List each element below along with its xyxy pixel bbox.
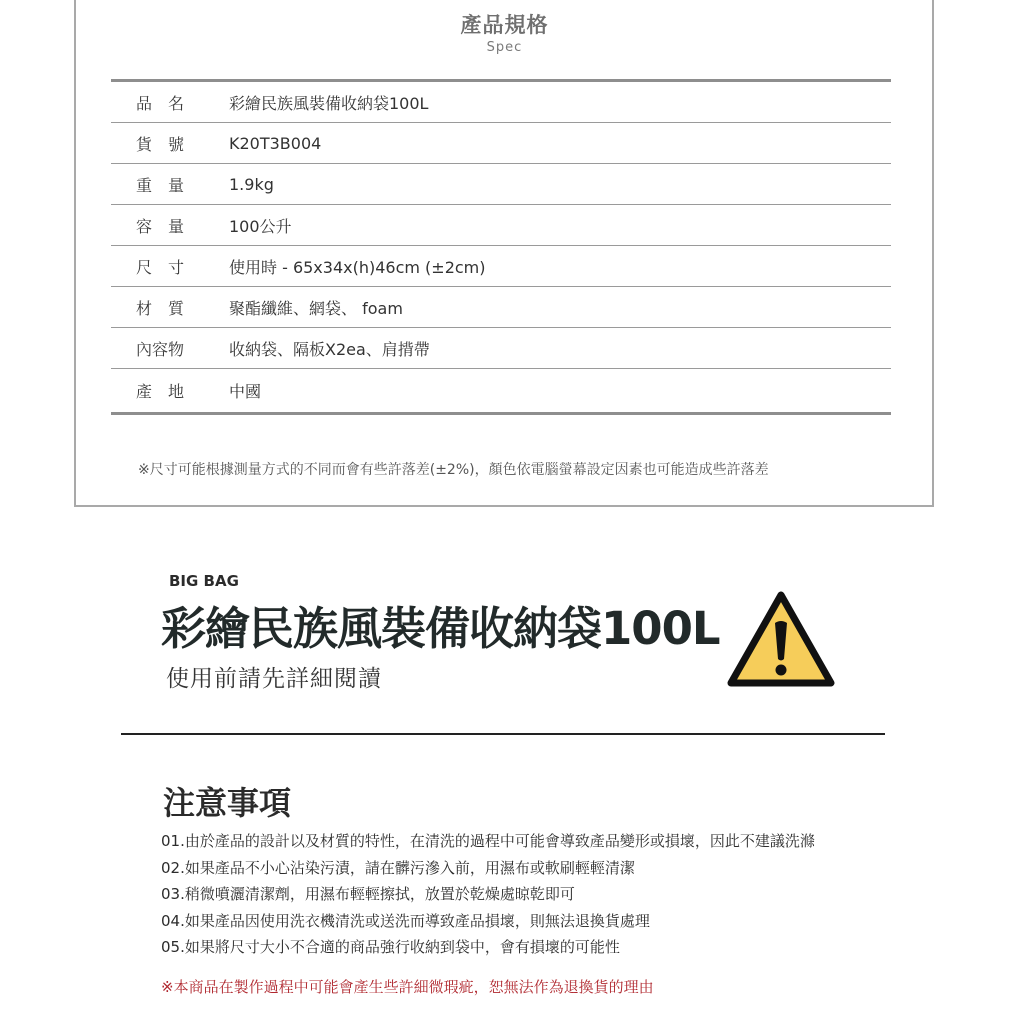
spec-label: 貨 號 (136, 134, 185, 154)
spec-row-contents (111, 328, 891, 369)
warning-triangle-icon (725, 589, 837, 691)
spec-value: 1.9kg (229, 174, 274, 194)
notes-item: 05.如果將尺寸大小不合適的商品強行收納到袋中，會有損壞的可能性 (161, 938, 620, 956)
spec-row-sku (111, 123, 891, 164)
spec-label: 內容物 (136, 339, 185, 359)
notes-item: 01.由於產品的設計以及材質的特性，在清洗的過程中可能會導致產品變形或損壞，因此不建議洗滌 (161, 832, 815, 850)
spec-label: 重 量 (136, 175, 185, 195)
spec-row-name (111, 82, 891, 123)
notes-item: 04.如果產品因使用洗衣機清洗或送洗而導致產品損壞，則無法退換貨處理 (161, 911, 650, 930)
spec-value: 收納袋、隔板X2ea、肩揹帶 (229, 339, 430, 359)
spec-value: 彩繪民族風裝備收納袋100L (229, 93, 429, 113)
spec-subtitle: Spec (486, 40, 523, 55)
spec-label: 尺 寸 (136, 257, 185, 277)
spec-row-material (111, 287, 891, 328)
spec-row-capacity (111, 205, 891, 246)
disclaimer: ※本商品在製作過程中可能會產生些許細微瑕疵，恕無法作為退換貨的理由 (161, 978, 654, 996)
product-title: 彩繪民族風裝備收納袋100L (161, 602, 720, 655)
spec-value: K20T3B004 (229, 133, 322, 153)
spec-note: ※尺寸可能根據測量方式的不同而會有些許落差(±2%)，顏色依電腦螢幕設定因素也可能造成些許落差 (138, 462, 769, 478)
spec-label: 材 質 (136, 298, 185, 318)
spec-title: 產品規格 (460, 13, 549, 37)
spec-value: 中國 (229, 382, 262, 401)
notes-item: 03.稍微噴灑清潔劑，用濕布輕輕擦拭，放置於乾燥處晾乾即可 (161, 885, 575, 903)
spec-label: 產 地 (136, 382, 185, 401)
spec-label: 品 名 (136, 93, 185, 113)
section-divider (121, 733, 885, 735)
spec-row-weight (111, 164, 891, 205)
spec-label: 容 量 (136, 216, 185, 236)
spec-value: 使用時 - 65x34x(h)46cm (±2cm) (229, 257, 486, 277)
notes-list (161, 828, 815, 961)
notes-title: 注意事項 (163, 784, 292, 822)
notes-item: 02.如果產品不小心沾染污漬，請在髒污滲入前，用濕布或軟刷輕輕清潔 (161, 858, 635, 877)
product-category: BIG BAG (169, 572, 239, 590)
spec-value: 聚酯纖維、網袋、 foam (229, 298, 403, 318)
product-subtitle: 使用前請先詳細閱讀 (166, 666, 382, 692)
spec-value: 100公升 (229, 216, 292, 236)
spec-row-origin (111, 369, 891, 412)
spec-row-size (111, 246, 891, 287)
spec-table (111, 79, 891, 415)
